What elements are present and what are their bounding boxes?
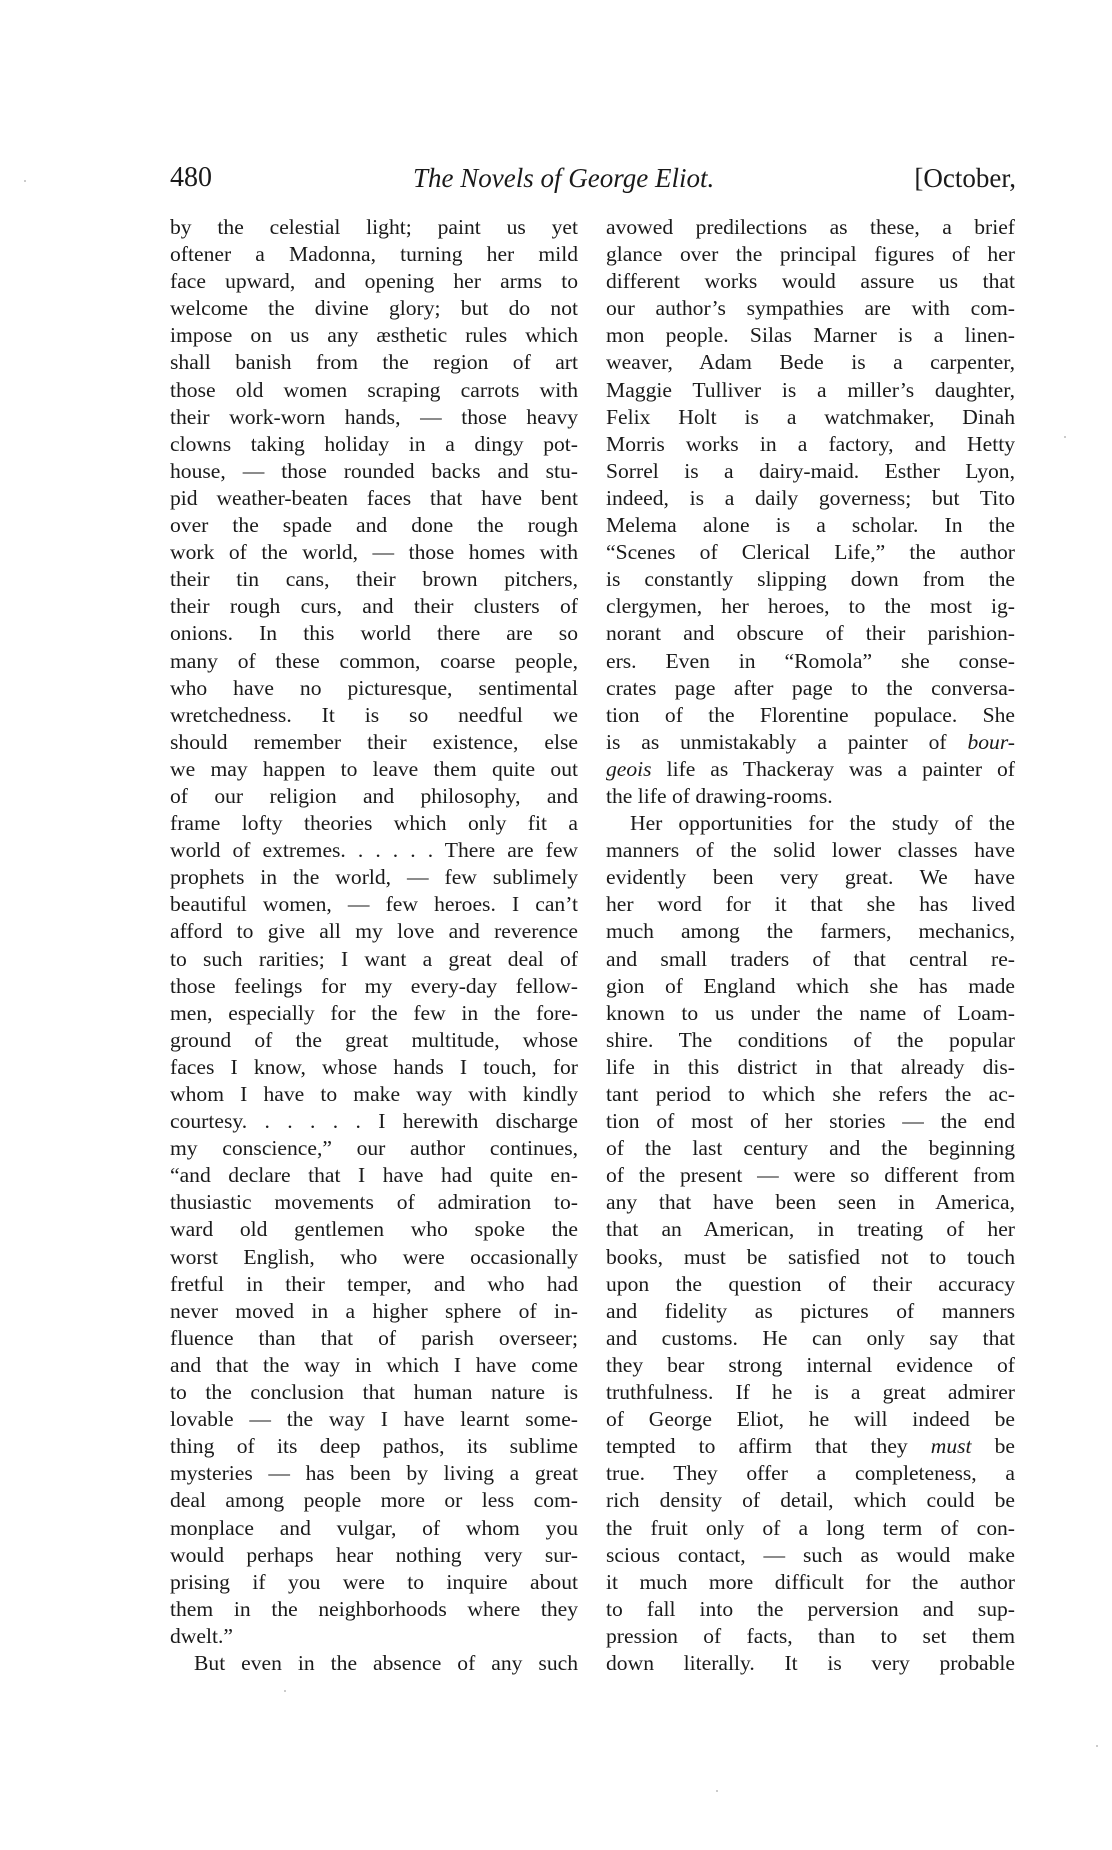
text-line: her word for it that she has lived xyxy=(606,892,1015,917)
text-line: indeed, is a daily governess; but Tito xyxy=(606,485,1015,510)
text-line: frame lofty theories which only fit a xyxy=(170,811,578,836)
text-line: our author’s sympathies are with com- xyxy=(606,296,1015,321)
text-line: mon people. Silas Marner is a linen- xyxy=(606,323,1015,348)
text-line: fretful in their temper, and who had xyxy=(170,1271,578,1296)
text-line: shire. The conditions of the popular xyxy=(606,1027,1015,1052)
text-line: and that the way in which I have come xyxy=(170,1352,578,1377)
scan-speck xyxy=(1096,1745,1098,1747)
italic-word: must xyxy=(930,1434,972,1459)
text-line: impose on us any æsthetic rules which xyxy=(170,323,578,348)
text-line: deal among people more or less com- xyxy=(170,1488,578,1513)
italic-word: geois xyxy=(606,756,652,781)
text-line: mysteries — has been by living a great xyxy=(170,1461,578,1486)
text-line: tant period to which she refers the ac- xyxy=(606,1082,1015,1106)
text-line: “Scenes of Clerical Life,” the author xyxy=(606,540,1015,565)
text-line: welcome the divine glory; but do not xyxy=(170,296,578,321)
text-line: prising if you were to inquire about xyxy=(170,1569,578,1594)
text-line: clowns taking holiday in a dingy pot- xyxy=(170,431,578,456)
text-line: whom I have to make way with kindly xyxy=(170,1082,578,1106)
text-line: Maggie Tulliver is a miller’s daughter, xyxy=(606,377,1015,402)
text-line: different works would assure us that xyxy=(606,269,1015,294)
issue-month: [October, xyxy=(914,163,1016,193)
scan-speck xyxy=(716,1790,718,1792)
text-line: tion of most of her stories — the end xyxy=(606,1109,1015,1134)
text-line: monplace and vulgar, of whom you xyxy=(170,1515,578,1540)
text-line: weaver, Adam Bede is a carpenter, xyxy=(606,350,1015,375)
text-line: manners of the solid lower classes have xyxy=(606,838,1015,863)
text-line: those old women scraping carrots with xyxy=(170,377,578,402)
text-line: any that have been seen in America, xyxy=(606,1190,1015,1215)
text-line: ground of the great multitude, whose xyxy=(170,1027,578,1052)
paragraph-start-line: But even in the absence of any such xyxy=(194,1650,578,1675)
italic-word: bour- xyxy=(967,729,1015,754)
text-line xyxy=(606,729,1015,756)
text-line: ers. Even in “Romola” she conse- xyxy=(606,648,1015,673)
text-line xyxy=(606,756,1015,783)
text-line: down literally. It is very probable xyxy=(606,1650,1015,1675)
text-line: much among the farmers, mechanics, xyxy=(606,919,1015,944)
text-line: we may happen to leave them quite out xyxy=(170,756,578,781)
text-line: and customs. He can only say that xyxy=(606,1325,1015,1350)
text-line: known to us under the name of Loam- xyxy=(606,1000,1015,1025)
text-line: faces I know, whose hands I touch, for xyxy=(170,1054,578,1079)
left-column xyxy=(170,214,578,1677)
text-line: my conscience,” our author continues, xyxy=(170,1136,578,1161)
page-number: 480 xyxy=(170,162,212,193)
text-line: books, must be satisfied not to touch xyxy=(606,1244,1015,1269)
text-line: life in this district in that already dis- xyxy=(606,1054,1015,1079)
text-line: Felix Holt is a watchmaker, Dinah xyxy=(606,404,1015,429)
text-line: house, — those rounded backs and stu- xyxy=(170,458,578,483)
text-line: by the celestial light; paint us yet xyxy=(170,215,578,239)
text-line: pression of facts, than to set them xyxy=(606,1623,1015,1648)
text-line: ward old gentlemen who spoke the xyxy=(170,1217,578,1242)
text-line: courtesy. . . . . . I herewith discharge xyxy=(170,1109,578,1134)
text-line: the fruit only of a long term of con- xyxy=(606,1515,1015,1540)
text-span: life as Thackeray was a painter of xyxy=(651,756,1015,781)
text-line: upon the question of their accuracy xyxy=(606,1271,1015,1296)
text-line: fluence than that of parish overseer; xyxy=(170,1325,578,1350)
text-line: to fall into the perversion and sup- xyxy=(606,1596,1015,1621)
text-line: gion of England which she has made xyxy=(606,973,1015,998)
text-line: onions. In this world there are so xyxy=(170,621,578,646)
text-span: is as unmistakably a painter of xyxy=(606,729,968,754)
text-line: work of the world, — those homes with xyxy=(170,540,578,565)
text-line: Melema alone is a scholar. In the xyxy=(606,513,1015,538)
text-line: their tin cans, their brown pitchers, xyxy=(170,567,578,592)
text-line: “and declare that I have had quite en- xyxy=(170,1163,578,1188)
text-line: worst English, who were occasionally xyxy=(170,1244,578,1269)
text-line: clergymen, her heroes, to the most ig- xyxy=(606,594,1015,619)
text-line: their rough curs, and their clusters of xyxy=(170,594,578,619)
text-line: pid weather-beaten faces that have bent xyxy=(170,485,578,510)
text-line: they bear strong internal evidence of xyxy=(606,1352,1015,1377)
text-line: thing of its deep pathos, its sublime xyxy=(170,1434,578,1459)
text-line: men, especially for the few in the fore- xyxy=(170,1000,578,1025)
text-line: dwelt.” xyxy=(170,1623,233,1648)
text-line: evidently been very great. We have xyxy=(606,865,1015,890)
scan-speck xyxy=(24,180,26,182)
text-line: world of extremes. . . . . . There are few xyxy=(170,838,578,863)
text-line: shall banish from the region of art xyxy=(170,350,578,375)
text-line: norant and obscure of their parishion- xyxy=(606,621,1015,646)
text-line: Morris works in a factory, and Hetty xyxy=(606,431,1015,456)
text-line: that an American, in treating of her xyxy=(606,1217,1015,1242)
text-line: is constantly slipping down from the xyxy=(606,567,1015,592)
text-line: it much more difficult for the author xyxy=(606,1569,1015,1594)
text-line: over the spade and done the rough xyxy=(170,513,578,538)
text-line: to such rarities; I want a great deal of xyxy=(170,946,578,971)
text-line: tion of the Florentine populace. She xyxy=(606,702,1015,727)
text-line: thusiastic movements of admiration to- xyxy=(170,1190,578,1215)
scan-speck xyxy=(284,1690,286,1692)
text-span: be xyxy=(971,1434,1016,1459)
text-line: who have no picturesque, sentimental xyxy=(170,675,578,700)
text-line: of the present — were so different from xyxy=(606,1163,1015,1188)
text-line: Sorrel is a dairy-maid. Esther Lyon, xyxy=(606,458,1015,483)
text-line: those feelings for my every-day fellow- xyxy=(170,973,578,998)
running-title: The Novels of George Eliot. xyxy=(413,163,715,193)
text-line: the life of drawing-rooms. xyxy=(606,783,833,808)
text-line: and fidelity as pictures of manners xyxy=(606,1298,1015,1323)
text-line: crates page after page to the conversa- xyxy=(606,675,1015,700)
text-span: tempted to affirm that they xyxy=(606,1434,931,1459)
scan-speck xyxy=(1064,436,1066,438)
text-line: to the conclusion that human nature is xyxy=(170,1380,578,1405)
text-line: avowed predilections as these, a brief xyxy=(606,215,1015,239)
text-line: rich density of detail, which could be xyxy=(606,1488,1015,1513)
text-line: many of these common, coarse people, xyxy=(170,648,578,673)
text-line: wretchedness. It is so needful we xyxy=(170,702,578,727)
text-line: of George Eliot, he will indeed be xyxy=(606,1407,1015,1432)
text-line: oftener a Madonna, turning her mild xyxy=(170,242,578,267)
text-line: glance over the principal figures of her xyxy=(606,242,1015,267)
text-line: would perhaps hear nothing very sur- xyxy=(170,1542,578,1567)
text-line: afford to give all my love and reverence xyxy=(170,919,578,944)
text-line: true. They offer a completeness, a xyxy=(606,1461,1015,1486)
text-line: face upward, and opening her arms to xyxy=(170,269,578,294)
running-head xyxy=(170,160,1016,196)
text-line: them in the neighborhoods where they xyxy=(170,1596,578,1621)
text-line xyxy=(606,1433,1015,1460)
text-line: scious contact, — such as would make xyxy=(606,1542,1015,1567)
text-line: should remember their existence, else xyxy=(170,729,578,754)
text-line: and small traders of that central re- xyxy=(606,946,1015,971)
text-line: of our religion and philosophy, and xyxy=(170,783,578,808)
text-line: their work-worn hands, — those heavy xyxy=(170,404,578,429)
paragraph-start-line: Her opportunities for the study of the xyxy=(630,811,1015,836)
text-line: truthfulness. If he is a great admirer xyxy=(606,1380,1015,1405)
text-line: never moved in a higher sphere of in- xyxy=(170,1298,578,1323)
text-line: beautiful women, — few heroes. I can’t xyxy=(170,892,578,917)
right-column xyxy=(606,214,1015,1677)
text-line: lovable — the way I have learnt some- xyxy=(170,1407,578,1432)
text-line: of the last century and the beginning xyxy=(606,1136,1015,1161)
text-line: prophets in the world, — few sublimely xyxy=(170,865,578,890)
